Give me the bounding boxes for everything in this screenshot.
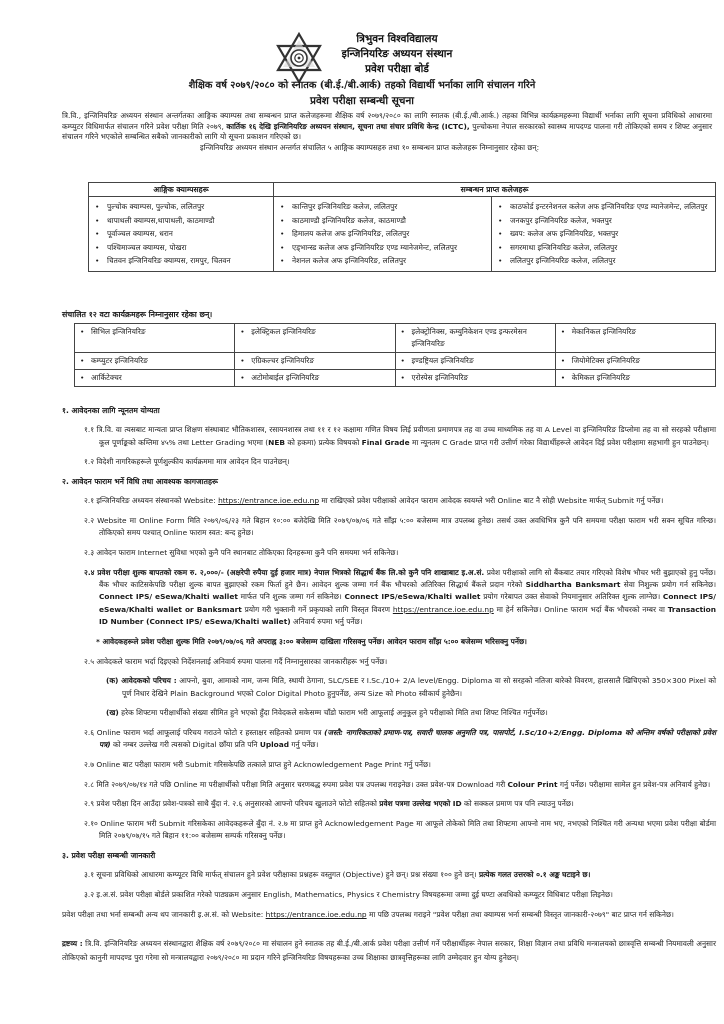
item-text: ३.१ सूचना प्रविधिको आधारमा कम्प्यूटर विधि मार्फत् संचालन हुने प्रवेश परीक्षाका प्रश्नहरू वस्तुगत (Objective) हुने छन्। प्रश्न संख्या १०० हुने छन्। xyxy=(84,870,479,880)
document-subtitle: शैक्षिक वर्ष २०७९/२०८० को स्नातक (बी.ई./बी.आर्क) तहको विद्यार्थी भर्नाका लागि संचालन गरिने xyxy=(188,80,536,91)
program-cell: • कम्प्युटर इन्जिनियरिङ xyxy=(75,353,235,370)
intro-section xyxy=(62,111,712,154)
list-item: • ललितपुर इन्जिनियरिङ कलेज, ललितपुर xyxy=(498,254,709,268)
program-cell: • एरोस्पेस इन्जिनियरिङ xyxy=(395,370,555,387)
item-text: मार्फत पनि शुल्क जम्मा गर्न सकिनेछ। xyxy=(237,592,345,602)
item-bold: Colour Print xyxy=(507,779,558,789)
item-bold-italic: (जस्तै: नागरिकताको प्रमाण-पत्र, सवारी चालक अनुमति पत्र, पासपोर्ट, I.Sc/10+2/Engg. Diploma को अन्तिम वर्षको परीक्षाको प्रवेश पत्र) xyxy=(99,727,716,750)
item-text: मा न्यूनतम C Grade प्राप्त गरी उत्तीर्ण गरेका विद्यार्थीहरूले आवेदन दिई प्रवेश परीक्षामा सहभागी हुन पाउनेछन्। xyxy=(409,437,709,447)
item-bold: (ख) xyxy=(106,708,119,718)
item-text: २.६ Online फाराम भर्दा आफूलाई परिचय गराउने फोटो र हस्ताक्षर सहितको प्रमाण पत्र xyxy=(84,727,325,737)
campus-table xyxy=(88,182,716,272)
program-cell: • अटोमोबाईल इन्जिनियरिङ xyxy=(235,370,395,387)
item-text: मा हेर्न सकिनेछ। Online फाराम भर्दा बैंक भौचरको नम्बर वा xyxy=(493,604,668,614)
table-row xyxy=(75,353,716,370)
affiliated-header: सम्बन्धन प्राप्त कलेजहरू xyxy=(274,183,716,197)
program-cell: • इलेक्ट्रोनिक्स, कम्युनिकेशन एण्ड इन्फरमेसन इन्जिनियरिङ xyxy=(395,324,555,353)
item-2-4 xyxy=(84,567,716,628)
table-row xyxy=(75,370,716,387)
item-text: अनिवार्य रुपमा भर्नु पर्नेछ। xyxy=(290,617,363,626)
section-2-heading: २. आवेदन फाराम भर्ने विधि तथा आवश्यक कागजातहरू xyxy=(62,477,218,487)
program-cell: • मेकानिकल इन्जिनियरिङ xyxy=(555,324,715,353)
program-cell: • इण्डष्ट्रियल इन्जिनियरिङ xyxy=(395,353,555,370)
item-bold: Connect IPS/ eSewa/Khalti wallet xyxy=(99,592,238,602)
item-bold: Siddhartha Banksmart xyxy=(525,580,621,590)
intro-bold-text: कार्तिक १६ देखि इन्जिनियरिङ अध्ययन संस्थान, सूचना तथा संचार प्रविधि केन्द्र (ICTC), xyxy=(226,121,470,131)
item-2-7: २.७ Online बाट परीक्षा फाराम भरी Submit गरिसकेपछि तत्काले प्राप्त हुने Acknowledgement Page Print गर्नु पर्नेछ। xyxy=(84,759,431,769)
item-text: मा राखिएको प्रवेश परीक्षाको आवेदन फाराम आवेदक स्वयम्ले भरी Online बाट नै सोही Website मार्फत् Submit गर्नु पर्नेछ। xyxy=(319,496,664,506)
item-text: २.९ प्रवेश परीक्षा दिन आउँदा प्रवेश-पत्रको साथै बुँदा नं. २.६ अनुसारको आफ्नो परिचय खुलाउने फोटो सहितको xyxy=(84,799,380,809)
item-bold: प्रत्येक गलत उत्तरको ०.१ अङ्क घटाइने छ। xyxy=(478,870,591,880)
item-text: प्रवेश परीक्षाको लागि सो बैंकबाट तयार गरिएको विशेष भौचर भरी बुझाएको हुनु पर्नेछ। बैंक भौचर काटिसकेपछि परीक्षा शुल्क बापत बुझाएको रकम फिर्ता हुने छैन। आवेदन शुल्क जम्मा गर्न बैंक भौचरको अतिरिक्त सिद्धार्थ बैंकले प्रदान गरेको xyxy=(99,567,716,590)
list-item: • एड्भान्स्ड कलेज अफ इन्जिनियरिङ एण्ड म्यानेजमेन्ट, ललितपुर xyxy=(280,241,485,255)
item-bold: NEB xyxy=(268,437,286,447)
item-2-5-ka xyxy=(106,675,716,700)
item-bold: Transaction ID Number (Connect IPS/ eSewa/Khalti wallet) xyxy=(99,604,716,626)
section-1-heading: १. आवेदनका लागि न्यूनतम योग्यता xyxy=(62,406,160,415)
program-cell: • केमिकल इन्जिनियरिङ xyxy=(555,370,715,387)
list-item: • पश्चिमाञ्चल क्याम्पस, पोखरा xyxy=(95,241,267,255)
closing-text: मा पछि उपलब्ध गराइने "प्रवेश परीक्षा तथा क्याम्पस भर्ना सम्बन्धी विस्तृत जानकारी-२०७९" बाट प्राप्त गर्न सकिनेछ। xyxy=(366,910,674,920)
constituent-header: आङ्गिक क्याम्पसहरू xyxy=(89,183,274,197)
website-link[interactable]: https://entrance.ioe.edu.np xyxy=(265,910,367,920)
item-text: १.१ त्रि.वि. वा त्यसबाट मान्यता प्राप्त शिक्षण संस्थाबाट भौतिकशास्त्र, रसायनशास्त्र तथा ११ र १२ कक्षामा गणित विषय लिई प्रवीणता प्रमाणपत्र तह वा उच्च माध्यमिक तह वा A Level वा इन्जिनियरिङ डिप्लोमा तह वा सो सरहको परीक्षामा कूल पूर्णाङ्कको कम्तिमा ४५% तथा Letter Grading भएमा ( xyxy=(84,425,716,447)
program-cell: • आर्किटेक्चर xyxy=(75,370,235,387)
list-item: • जनकपुर इन्जिनियरिङ कलेज, भक्तपुर xyxy=(498,214,709,228)
table-row xyxy=(75,324,716,353)
item-1-1 xyxy=(84,424,716,449)
note-text: त्रि.वि. इन्जिनियरिङ अध्ययन संस्थानद्वारा शैक्षिक वर्ष २०७९/२०८० मा संचालन हुने स्नातक तह बी.ई./बी.आर्क प्रवेश परीक्षा उत्तीर्ण गर्ने परीक्षार्थीहरू नेपाल सरकार, शिक्षा विज्ञान तथा प्रविधि मन्त्रालयको छात्रवृत्ति सम्बन्धी नियमावली अनुसार तोकिएको कानुनी मापदण्ड पुरा गरेमा सो मन्त्रालयद्वारा २०७९/२०८० मा प्रदान गरिने इन्जिनियरिङ विषयहरूका उच्च शिक्षाका छात्रवृत्तिहरूका लागि उम्मेदवार हुन योग्य हुनेछन्। xyxy=(62,939,716,963)
list-item: • नेशनल कलेज अफ इन्जिनियरिङ, ललितपुर xyxy=(280,254,485,268)
item-2-9 xyxy=(84,798,716,810)
affiliated-left-cell xyxy=(274,197,492,272)
item-2-1 xyxy=(84,495,716,507)
item-text: को हकमा) प्रत्येक विषयको xyxy=(285,437,362,447)
document-header xyxy=(0,32,724,77)
board-name: प्रवेश परीक्षा बोर्ड xyxy=(365,63,429,75)
note-paragraph xyxy=(62,937,716,965)
list-item: • काठफोर्ड इन्टरनेशनल कलेज अफ इन्जिनियरिङ एण्ड म्यानेजमेन्ट, ललितपुर xyxy=(498,200,709,214)
fee-deadline-note: * आवेदकहरूले प्रवेश परीक्षा शुल्क मिति २०७९/०७/०६ गते अपराह्न ३:०० बजेसम्म दाखिला गरिसक्नु पर्नेछ। आवेदन फाराम साँझ ५:०० बजेसम्म भरिसक्नु पर्नेछ। xyxy=(96,636,527,646)
list-item: • चितवन इन्जिनियरिङ क्याम्पस, रामपुर, चितवन xyxy=(95,254,267,268)
university-name: त्रिभुवन विश्वविद्यालय xyxy=(356,33,438,45)
intro-text: त्रि.वि., इन्जिनियरिङ अध्ययन संस्थान अन्तर्गतका आङ्गिक क्याम्पस तथा सम्बन्धन प्राप्त कलेजहरूमा शैक्षिक वर्ष २०७९/२०८० का लागि स्नातक (बी.ई./बी.आर्क.) तहका विभिन्न कार्यक्रमहरूमा विद्यार्थी भर्नाका लागि सूचना प्रविधिको आधारमा कम्प्युटर विधिमार्फत संचालन गरिने प्रवेश परीक्षा मिति २०७९, xyxy=(62,111,712,131)
item-text: २.८ मिति २०७९/०७/१४ गते पछि Online मा परीक्षार्थीको परीक्षा मिति अनुसार चरणबद्ध रुपमा प्रवेश पत्र उपलब्ध गराइनेछ। उक्त प्रवेश-पत्र Download गरी xyxy=(84,779,508,789)
affiliated-right-cell xyxy=(492,197,716,272)
item-text: प्रयोग गरी भुक्तानी गर्ने प्रकृयाको लागि विस्तृत विवरण xyxy=(241,604,393,614)
list-item: • ख्वप: कलेज अफ इन्जिनियरिङ, भक्तपुर xyxy=(498,227,709,241)
item-bold: Upload xyxy=(259,740,290,750)
section-3-heading: ३. प्रवेश परीक्षा सम्बन्धी जानकारी xyxy=(62,850,156,860)
item-text: को सक्कल प्रमाण पत्र पनि ल्याउनु पर्नेछ। xyxy=(461,799,574,809)
program-cell: • सिभिल इन्जिनियरिङ xyxy=(75,324,235,353)
list-item: • पुल्चोक क्याम्पस, पुल्चोक, ललितपुर xyxy=(95,200,267,214)
programs-table xyxy=(74,323,716,387)
list-item: • सगरमाथा इन्जिनियरिङ कलेज, ललितपुर xyxy=(498,241,709,255)
campus-intro: इन्जिनियरिङ अध्ययन संस्थान अन्तर्गत संचालित ५ आङ्गिक क्याम्पसहरु तथा १० सम्बन्धन प्राप्त कलेजहरू निम्नानुसार रहेका छन्: xyxy=(200,143,540,153)
item-bold: प्रवेश पत्रमा उल्लेख भएको ID xyxy=(379,799,462,809)
closing-paragraph xyxy=(62,909,716,922)
notice-body xyxy=(62,405,716,973)
programs-heading: संचालित १२ वटा कार्यक्रमहरू निम्नानुसार रहेका छन्। xyxy=(62,310,213,319)
item-2-3: २.३ आवेदन फाराम Internet सुविधा भएको कुनै पनि स्थानबाट तोकिएका दिनहरूमा कुनै पनि समयमा भर्न सकिनेछ। xyxy=(84,548,399,558)
item-1-2: १.२ विदेशी नागरिकहरूले पूर्णशुल्कीय कार्यक्रममा मात्र आवेदन दिन पाउनेछन्। xyxy=(84,457,290,467)
program-cell: • इलेक्ट्रिकल इन्जिनियरिङ xyxy=(235,324,395,353)
constituent-list-cell xyxy=(89,197,274,272)
item-2-5-kha xyxy=(106,707,716,719)
item-2-2: २.२ Website मा Online Form मिति २०७९/०६/२३ गते बिहान १०:०० बजेदेखि मिति २०७९/०७/०६ गते साँझ ५:०० बजेसम्म मात्र उपलब्ध हुनेछ। तसर्थ उक्त अवधिभित्र कुनै पनि समयमा परीक्षा फाराम भरी सक्न सूचित गरिन्छ। तोकिएको समय पश्चात् Online फाराम स्वत: बन्द हुनेछ। xyxy=(84,516,716,538)
item-text: प्रयोग गरेबापत उक्त सेवाको नियमानुसार अतिरिक्त शुल्क लाग्नेछ। xyxy=(480,592,663,602)
institute-name: इन्जिनियरिङ अध्ययन संस्थान xyxy=(341,48,453,60)
item-bold: २.४ प्रवेश परीक्षा शुल्क बापतको रकम रु. २,०००/- (अक्षरेपी रुपैया दुई हजार मात्र) नेपाल भित्रको सिद्धार्थ बैंक लि.को कुनै पनि शाखाबाट इ.अ.सं. xyxy=(84,567,485,577)
item-text: २.१ इन्जिनियरिङ अध्ययन संस्थानको Website: xyxy=(84,496,219,506)
closing-text: प्रवेश परीक्षा तथा भर्ना सम्बन्धी अन्य थप जानकारी इ.अ.सं. को Website: xyxy=(62,910,266,920)
intro-paragraph xyxy=(62,111,712,143)
item-2-6 xyxy=(84,727,716,752)
list-item: • थापाथली क्याम्पस,थापाथली, काठमाण्डौ xyxy=(95,214,267,228)
item-bold: Final Grade xyxy=(361,437,410,447)
item-text: गर्नु पर्नेछ। परीक्षामा सामेल हुन प्रवेश-पत्र अनिवार्य हुनेछ। xyxy=(557,779,711,789)
program-cell: • एग्रिकल्चर इन्जिनियरिङ xyxy=(235,353,395,370)
list-item: • कान्तिपुर इन्जिनियरिङ कलेज, ललितपुर xyxy=(280,200,485,214)
item-text: हरेक शिफ्टमा परीक्षार्थीको संख्या सीमित हुने भएको हुँदा निवेदकले सकेसम्म चाँडो फाराम भरी आफूलाई अनुकूल हुने परीक्षाको मिति तथा शिफ्ट निश्चित गर्नुपर्नेछ। xyxy=(118,708,548,718)
item-text: आफ्नो, बुवा, आमाको नाम, जन्म मिति, स्थायी ठेगाना, SLC/SEE र I.Sc./10+ 2/A level/Engg. Diploma वा सो सरहको नतिजा बारेको विवरण, हालसालै खिचिएको 350×300 Pixel को पूर्ण निधार देखिने Plain Background भएको Color Digital Photo हुनुपर्नेछ, अन्य Size को Photo स्वीकार्य हुनेछैन। xyxy=(122,676,716,698)
tu-star-emblem-icon xyxy=(273,32,325,84)
website-link[interactable]: https://entrance.ioe.edu.np xyxy=(218,496,320,506)
item-2-10: २.१० Online फाराम भरी Submit गरिसकेका आवेदकहरूले बुँदा नं. २.७ मा प्राप्त हुने Acknowledgement Page मा आफूले तोकेको मिति तथा शिफ्टमा आफ्नो नाम भए, नभएको निश्चित गरी अन्यथा भएमा प्रवेश परीक्षा बोर्डमा मिति २०७९/०७/१५ गते बिहान ११:०० बजेसम्म सम्पर्क गरिसक्नु पर्नेछ। xyxy=(84,818,716,841)
item-text: गर्नु पर्नेछ। xyxy=(289,740,319,750)
note-label: द्रष्टव्य : xyxy=(62,939,83,949)
item-bold: (क) आवेदकको परिचय : xyxy=(106,676,177,686)
list-item: • काठमाण्डौ इन्जिनियरिङ कलेज, काठमाण्डौ xyxy=(280,214,485,228)
item-3-2: ३.२ इ.अ.सं. प्रवेश परीक्षा बोर्डले प्रकाशित गरेको पाठ्यक्रम अनुसार English, Mathematics, Physics र Chemistry विषयहरूमा जम्मा दुई घण्टा अवधिको कम्प्यूटर विधिबाट परीक्षा लिइनेछ। xyxy=(84,890,613,900)
item-text: को नम्बर उल्लेख गरी त्यसको Digital छाँया प्रति पनि xyxy=(110,740,260,750)
program-cell: • जियोमेटिक्स इन्जिनियरिङ xyxy=(555,353,715,370)
item-text: सेवा निशुल्क प्रयोग गर्न सकिनेछ। xyxy=(620,580,716,590)
list-item: • पूर्वाञ्चल क्याम्पस, धरान xyxy=(95,227,267,241)
item-2-5: २.५ आवेदकले फाराम भर्दा दिइएको निर्देशनलाई अनिवार्य रुपमा पालना गर्दै निम्नानुसारका जानकारीहरू भर्नु पर्नेछ। xyxy=(84,656,388,666)
item-3-1 xyxy=(84,869,716,881)
list-item: • हिमालय कलेज अफ इन्जिनियरिङ, ललितपुर xyxy=(280,227,485,241)
website-link[interactable]: https://entrance.ioe.edu.np xyxy=(392,604,494,614)
item-2-8 xyxy=(84,779,716,791)
item-bold: Connect IPS/ eSewa/Khalti wallet or Banksmart xyxy=(99,592,717,614)
item-bold: Connect IPS/eSewa/Khalti wallet xyxy=(344,592,481,602)
intro-text-end: पुल्चोकमा नेपाल सरकारको स्वास्थ्य मापदण्ड पालना गरी तोकिएको समय र शिफ्ट अनुसार संचालन गरिने भएकोले सम्बन्धित सबैको जानकारीको लागि यो सूचना प्रकाशन गरिएको छ। xyxy=(62,121,712,142)
notice-title: प्रवेश परीक्षा सम्बन्धी सूचना xyxy=(309,95,415,107)
